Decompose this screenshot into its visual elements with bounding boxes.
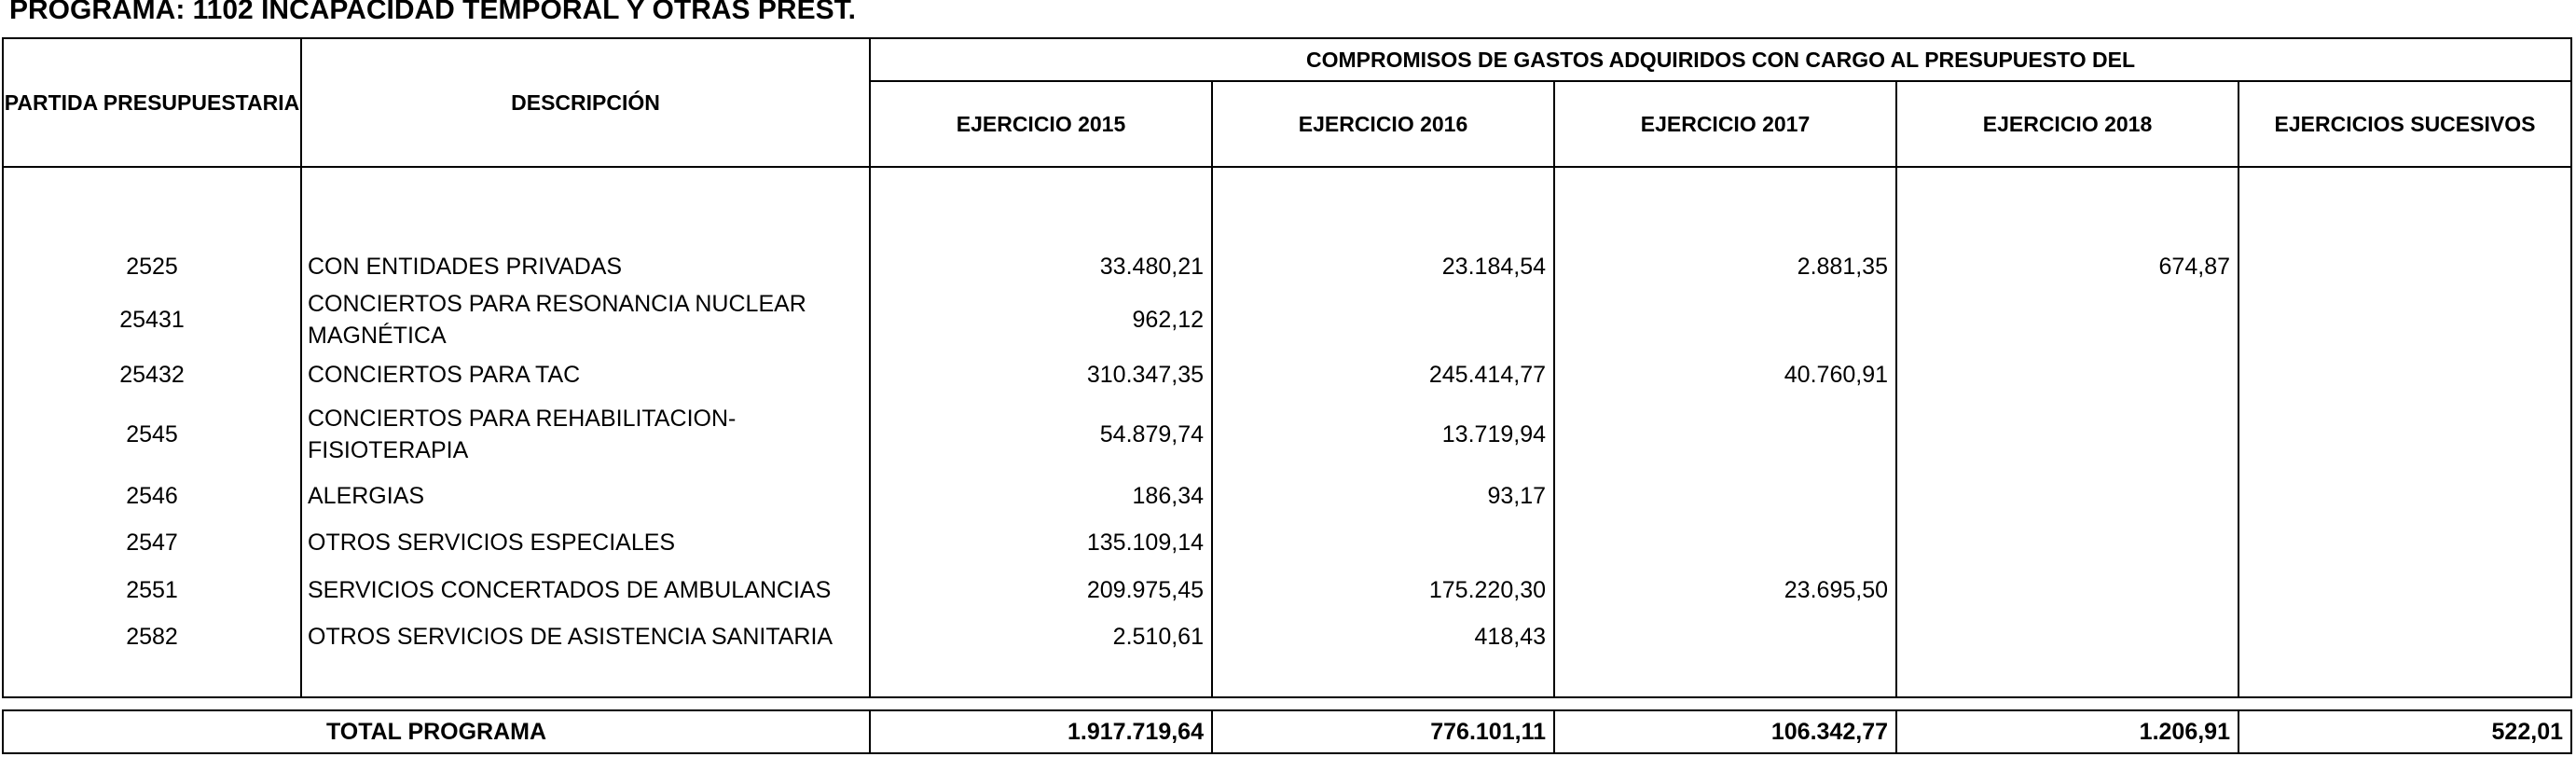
value-2017: 23.695,50 xyxy=(1784,577,1888,603)
row-description: OTROS SERVICIOS DE ASISTENCIA SANITARIA xyxy=(308,624,833,650)
page-title: PROGRAMA: 1102 INCAPACIDAD TEMPORAL Y OTRAS PREST. xyxy=(9,0,856,25)
table-row xyxy=(4,567,2570,613)
partida-code: 2545 xyxy=(126,421,178,447)
value-sucesivos xyxy=(2239,567,2563,613)
header-descripcion: DESCRIPCIÓN xyxy=(511,90,660,115)
value-2018 xyxy=(1897,567,2230,613)
partida-code: 25431 xyxy=(119,307,185,333)
value-sucesivos xyxy=(2239,248,2563,285)
row-description: CONCIERTOS PARA REHABILITACION-FISIOTERAPIA xyxy=(308,406,737,463)
value-2015: 186,34 xyxy=(1132,483,1204,509)
value-2016 xyxy=(1213,518,1546,567)
table-row xyxy=(4,248,2570,285)
partida-code: 2582 xyxy=(126,624,178,650)
value-2017: 40.760,91 xyxy=(1784,362,1888,388)
partida-code: 2525 xyxy=(126,254,178,280)
value-2016: 23.184,54 xyxy=(1441,254,1546,280)
table-row xyxy=(4,474,2570,518)
value-2015: 54.879,74 xyxy=(1099,421,1204,447)
header-year-2016: EJERCICIO 2016 xyxy=(1298,112,1468,136)
table-row xyxy=(4,285,2570,354)
partida-code: 25432 xyxy=(119,362,185,388)
value-2016: 418,43 xyxy=(1474,624,1546,650)
partida-code: 2546 xyxy=(126,483,178,509)
table-row xyxy=(4,354,2570,395)
value-2017 xyxy=(1555,285,1888,354)
value-2018: 674,87 xyxy=(2158,254,2230,280)
value-2017 xyxy=(1555,613,1888,660)
value-2017 xyxy=(1555,395,1888,474)
table-row xyxy=(4,613,2570,660)
total-2015: 1.917.719,64 xyxy=(1068,719,1204,745)
value-2018 xyxy=(1897,474,2230,518)
row-description: ALERGIAS xyxy=(308,483,425,509)
value-sucesivos xyxy=(2239,474,2563,518)
value-2016: 93,17 xyxy=(1487,483,1546,509)
table-row xyxy=(4,518,2570,567)
value-2016: 175.220,30 xyxy=(1428,577,1546,603)
partida-code: 2547 xyxy=(126,530,178,556)
budget-table xyxy=(2,37,2572,698)
row-description: CONCIERTOS PARA TAC xyxy=(308,362,581,388)
header-partida: PARTIDA PRESUPUESTARIA xyxy=(4,90,300,115)
total-2018: 1.206,91 xyxy=(2139,719,2230,745)
header-years-sucesivos: EJERCICIOS SUCESIVOS xyxy=(2274,112,2536,136)
value-2018 xyxy=(1897,354,2230,395)
partida-code: 2551 xyxy=(126,577,178,603)
value-2018 xyxy=(1897,395,2230,474)
total-2016: 776.101,11 xyxy=(1430,719,1546,745)
value-2017 xyxy=(1555,518,1888,567)
value-sucesivos xyxy=(2239,395,2563,474)
value-2017 xyxy=(1555,474,1888,518)
header-year-2018: EJERCICIO 2018 xyxy=(1982,112,2153,136)
row-description: OTROS SERVICIOS ESPECIALES xyxy=(308,530,676,556)
value-2015: 310.347,35 xyxy=(1086,362,1204,388)
row-description: SERVICIOS CONCERTADOS DE AMBULANCIAS xyxy=(308,577,832,603)
value-sucesivos xyxy=(2239,518,2563,567)
total-sucesivos: 522,01 xyxy=(2491,719,2563,745)
value-2017: 2.881,35 xyxy=(1797,254,1888,280)
row-description: CONCIERTOS PARA RESONANCIA NUCLEAR MAGNÉTICA xyxy=(308,291,806,349)
value-2018 xyxy=(1897,285,2230,354)
value-2016: 245.414,77 xyxy=(1428,362,1546,388)
value-2016: 13.719,94 xyxy=(1441,421,1546,447)
header-year-2015: EJERCICIO 2015 xyxy=(956,112,1126,136)
header-compromisos: COMPROMISOS DE GASTOS ADQUIRIDOS CON CARGO AL PRESUPUESTO DEL xyxy=(1305,48,2135,72)
value-sucesivos xyxy=(2239,354,2563,395)
value-2015: 2.510,61 xyxy=(1112,624,1204,650)
value-2018 xyxy=(1897,518,2230,567)
value-sucesivos xyxy=(2239,613,2563,660)
value-2015: 962,12 xyxy=(1132,307,1204,333)
table-row xyxy=(4,395,2570,474)
value-2015: 209.975,45 xyxy=(1086,577,1204,603)
value-2016 xyxy=(1213,285,1546,354)
value-2018 xyxy=(1897,613,2230,660)
header-divider xyxy=(4,166,2570,168)
value-2015: 135.109,14 xyxy=(1086,530,1204,556)
row-description: CON ENTIDADES PRIVADAS xyxy=(308,254,623,280)
total-row xyxy=(2,709,2572,754)
value-sucesivos xyxy=(2239,285,2563,354)
total-2017: 106.342,77 xyxy=(1770,719,1888,745)
value-2015: 33.480,21 xyxy=(1099,254,1204,280)
total-label: TOTAL PROGRAMA xyxy=(325,719,547,745)
header-year-2017: EJERCICIO 2017 xyxy=(1640,112,1811,136)
